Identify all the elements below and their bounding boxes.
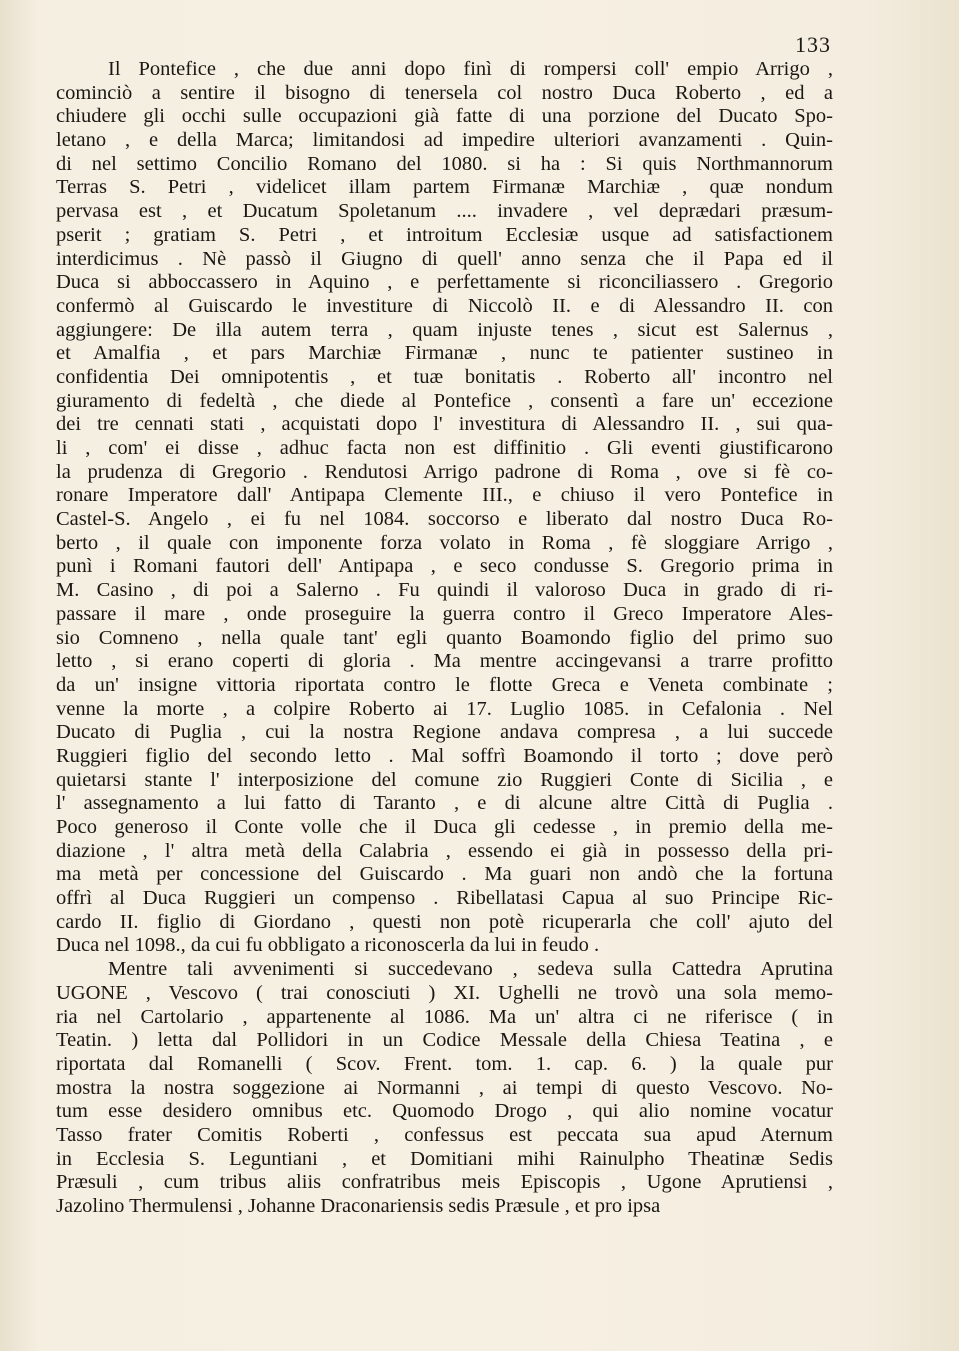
text-line: di nel settimo Concilio Romano del 1080. si ha : Si quis Northmannorum — [56, 152, 833, 175]
text-line: Il Pontefice , che due anni dopo finì di rompersi coll' empio Arrigo , — [108, 58, 833, 80]
text-line: punì i Romani fautori dell' Antipapa , e seco condusse S. Gregorio prima in — [56, 555, 833, 578]
text-line: Tasso frater Comitis Roberti , confessus est peccata sua apud Aternum — [56, 1123, 833, 1146]
text-line: diazione , l' altra metà della Calabria , essendo ei già in possesso della pri- — [56, 839, 833, 862]
text-line: in Ecclesia S. Leguntiani , et Domitiani mihi Rainulpho Theatinæ Sedis — [56, 1147, 833, 1170]
text-line: cardo II. figlio di Giordano , questi non potè ricuperarla che coll' ajuto del — [56, 910, 833, 933]
text-line: ronare Imperatore dall' Antipapa Clemente III., e chiuso il vero Pontefice in — [56, 484, 833, 507]
paragraph — [56, 958, 833, 1219]
text-line: ria nel Cartolario , appartenente al 1086. Ma un' altra ci ne riferisce ( in — [56, 1005, 833, 1028]
text-line: Præsuli , cum tribus aliis confratribus meis Episcopis , Ugone Aprutiensi , — [56, 1171, 833, 1194]
text-line: li , com' ei disse , adhuc facta non est diffinitio . Gli eventi giustificarono — [56, 437, 833, 459]
text-line: ma metà per concessione del Guiscardo . Ma guari non andò che la fortuna — [56, 863, 833, 886]
text-line: Terras S. Petri , videlicet illam partem Firmanæ Marchiæ , quæ nondum — [56, 176, 833, 199]
text-line: letano , e della Marca; limitandosi ad impedire ulteriori avanzamenti . Quin- — [56, 129, 833, 152]
text-line: giuramento di fedeltà , che diede al Pontefice , consentì a fare un' eccezione — [56, 389, 833, 412]
text-line: interdicimus . Nè passò il Giugno di quell' anno senza che il Papa ed il — [56, 247, 833, 270]
text-line: Castel-S. Angelo , ei fu nel 1084. soccorso e liberato dal nostro Duca Ro- — [56, 508, 833, 531]
paragraph — [56, 58, 833, 958]
text-line: dei tre cennati stati , acquistati dopo l' investitura di Alessandro II. , sui qua- — [56, 413, 833, 436]
text-line: venne la morte , a colpire Roberto ai 17. Luglio 1085. in Cefalonia . Nel — [56, 697, 833, 720]
text-line: quietarsi stante l' interposizione del comune zio Ruggieri Conte di Sicilia , e — [56, 768, 833, 791]
text-line: cominciò a sentire il bisogno di tenersela col nostro Duca Roberto , ed a — [56, 81, 833, 104]
text-line: mostra la nostra soggezione ai Normanni , ai tempi di questo Vescovo. No- — [56, 1076, 833, 1099]
text-line: l' assegnamento a lui fatto di Taranto , e di alcune altre Città di Puglia . — [56, 792, 833, 815]
text-line: sio Comneno , nella quale tant' egli quanto Boamondo figlio del primo suo — [56, 626, 833, 649]
text-line: Duca si abboccassero in Aquino , e perfettamente si riconciliassero . Gregorio — [56, 271, 833, 294]
text-line: Duca nel 1098., da cui fu obbligato a riconoscerla da lui in feudo . — [56, 934, 600, 957]
text-line: chiudere gli occhi sulle occupazioni già fatte di una porzione del Ducato Spo- — [56, 105, 833, 128]
text-line: Mentre tali avvenimenti si succedevano , sedeva sulla Cattedra Aprutina — [108, 958, 833, 981]
text-line: pserit ; gratiam S. Petri , et introitum Ecclesiæ usque ad satisfactionem — [56, 223, 833, 246]
text-line: tum esse desidero omnibus etc. Quomodo Drogo , qui alio nomine vocatur — [56, 1100, 833, 1123]
text-line: Ruggieri figlio del secondo letto . Mal soffrì Boamondo il torto ; dove però — [56, 744, 833, 767]
text-line: Poco generoso il Conte volle che il Duca gli cedesse , in premio della me- — [56, 816, 833, 838]
text-line: M. Casino , di poi a Salerno . Fu quindi il valoroso Duca in grado di ri- — [56, 579, 833, 602]
text-line: la prudenza di Gregorio . Rendutosi Arrigo padrone di Roma , ove si fè co- — [56, 460, 833, 483]
text-line: pervasa est , et Ducatum Spoletanum .... invadere , vel deprædari præsum- — [56, 200, 833, 223]
page-number: 133 — [795, 32, 831, 57]
text-line: letto , si erano coperti di gloria . Ma mentre accingevansi a trarre profitto — [56, 650, 833, 673]
body-text — [56, 58, 833, 1219]
text-line: Ducato di Puglia , cui la nostra Regione andava compresa , a lui succede — [56, 721, 833, 744]
text-line: riportata dal Romanelli ( Scov. Frent. tom. 1. cap. 6. ) la quale pur — [56, 1052, 833, 1075]
text-line: Teatin. ) letta dal Pollidori in un Codice Messale della Chiesa Teatina , e — [56, 1029, 833, 1052]
text-line: UGONE , Vescovo ( trai conosciuti ) XI. Ughelli ne trovò una sola memo- — [56, 981, 833, 1004]
text-line: et Amalfia , et pars Marchiæ Firmanæ , nunc te patienter sustineo in — [56, 342, 833, 365]
text-line: Jazolino Thermulensi , Johanne Draconariensis sedis Præsule , et pro ipsa — [56, 1195, 661, 1217]
text-line: confermò al Guiscardo le investiture di Niccolò II. e di Alessandro II. con — [56, 294, 833, 317]
text-line: da un' insigne vittoria riportata contro le flotte Greca e Veneta combinate ; — [56, 673, 833, 696]
text-line: confidentia Dei omnipotentis , et tuæ bonitatis . Roberto all' incontro nel — [56, 365, 833, 388]
text-line: aggiungere: De illa autem terra , quam injuste tenes , sicut est Salernus , — [56, 318, 833, 341]
text-line: passare il mare , onde proseguire la guerra contro il Greco Imperatore Ales- — [56, 602, 833, 625]
text-line: offrì al Duca Ruggieri un compenso . Ribellatasi Capua al suo Principe Ric- — [56, 887, 833, 910]
text-line: berto , il quale con imponente forza volato in Roma , fè sloggiare Arrigo , — [56, 531, 833, 554]
